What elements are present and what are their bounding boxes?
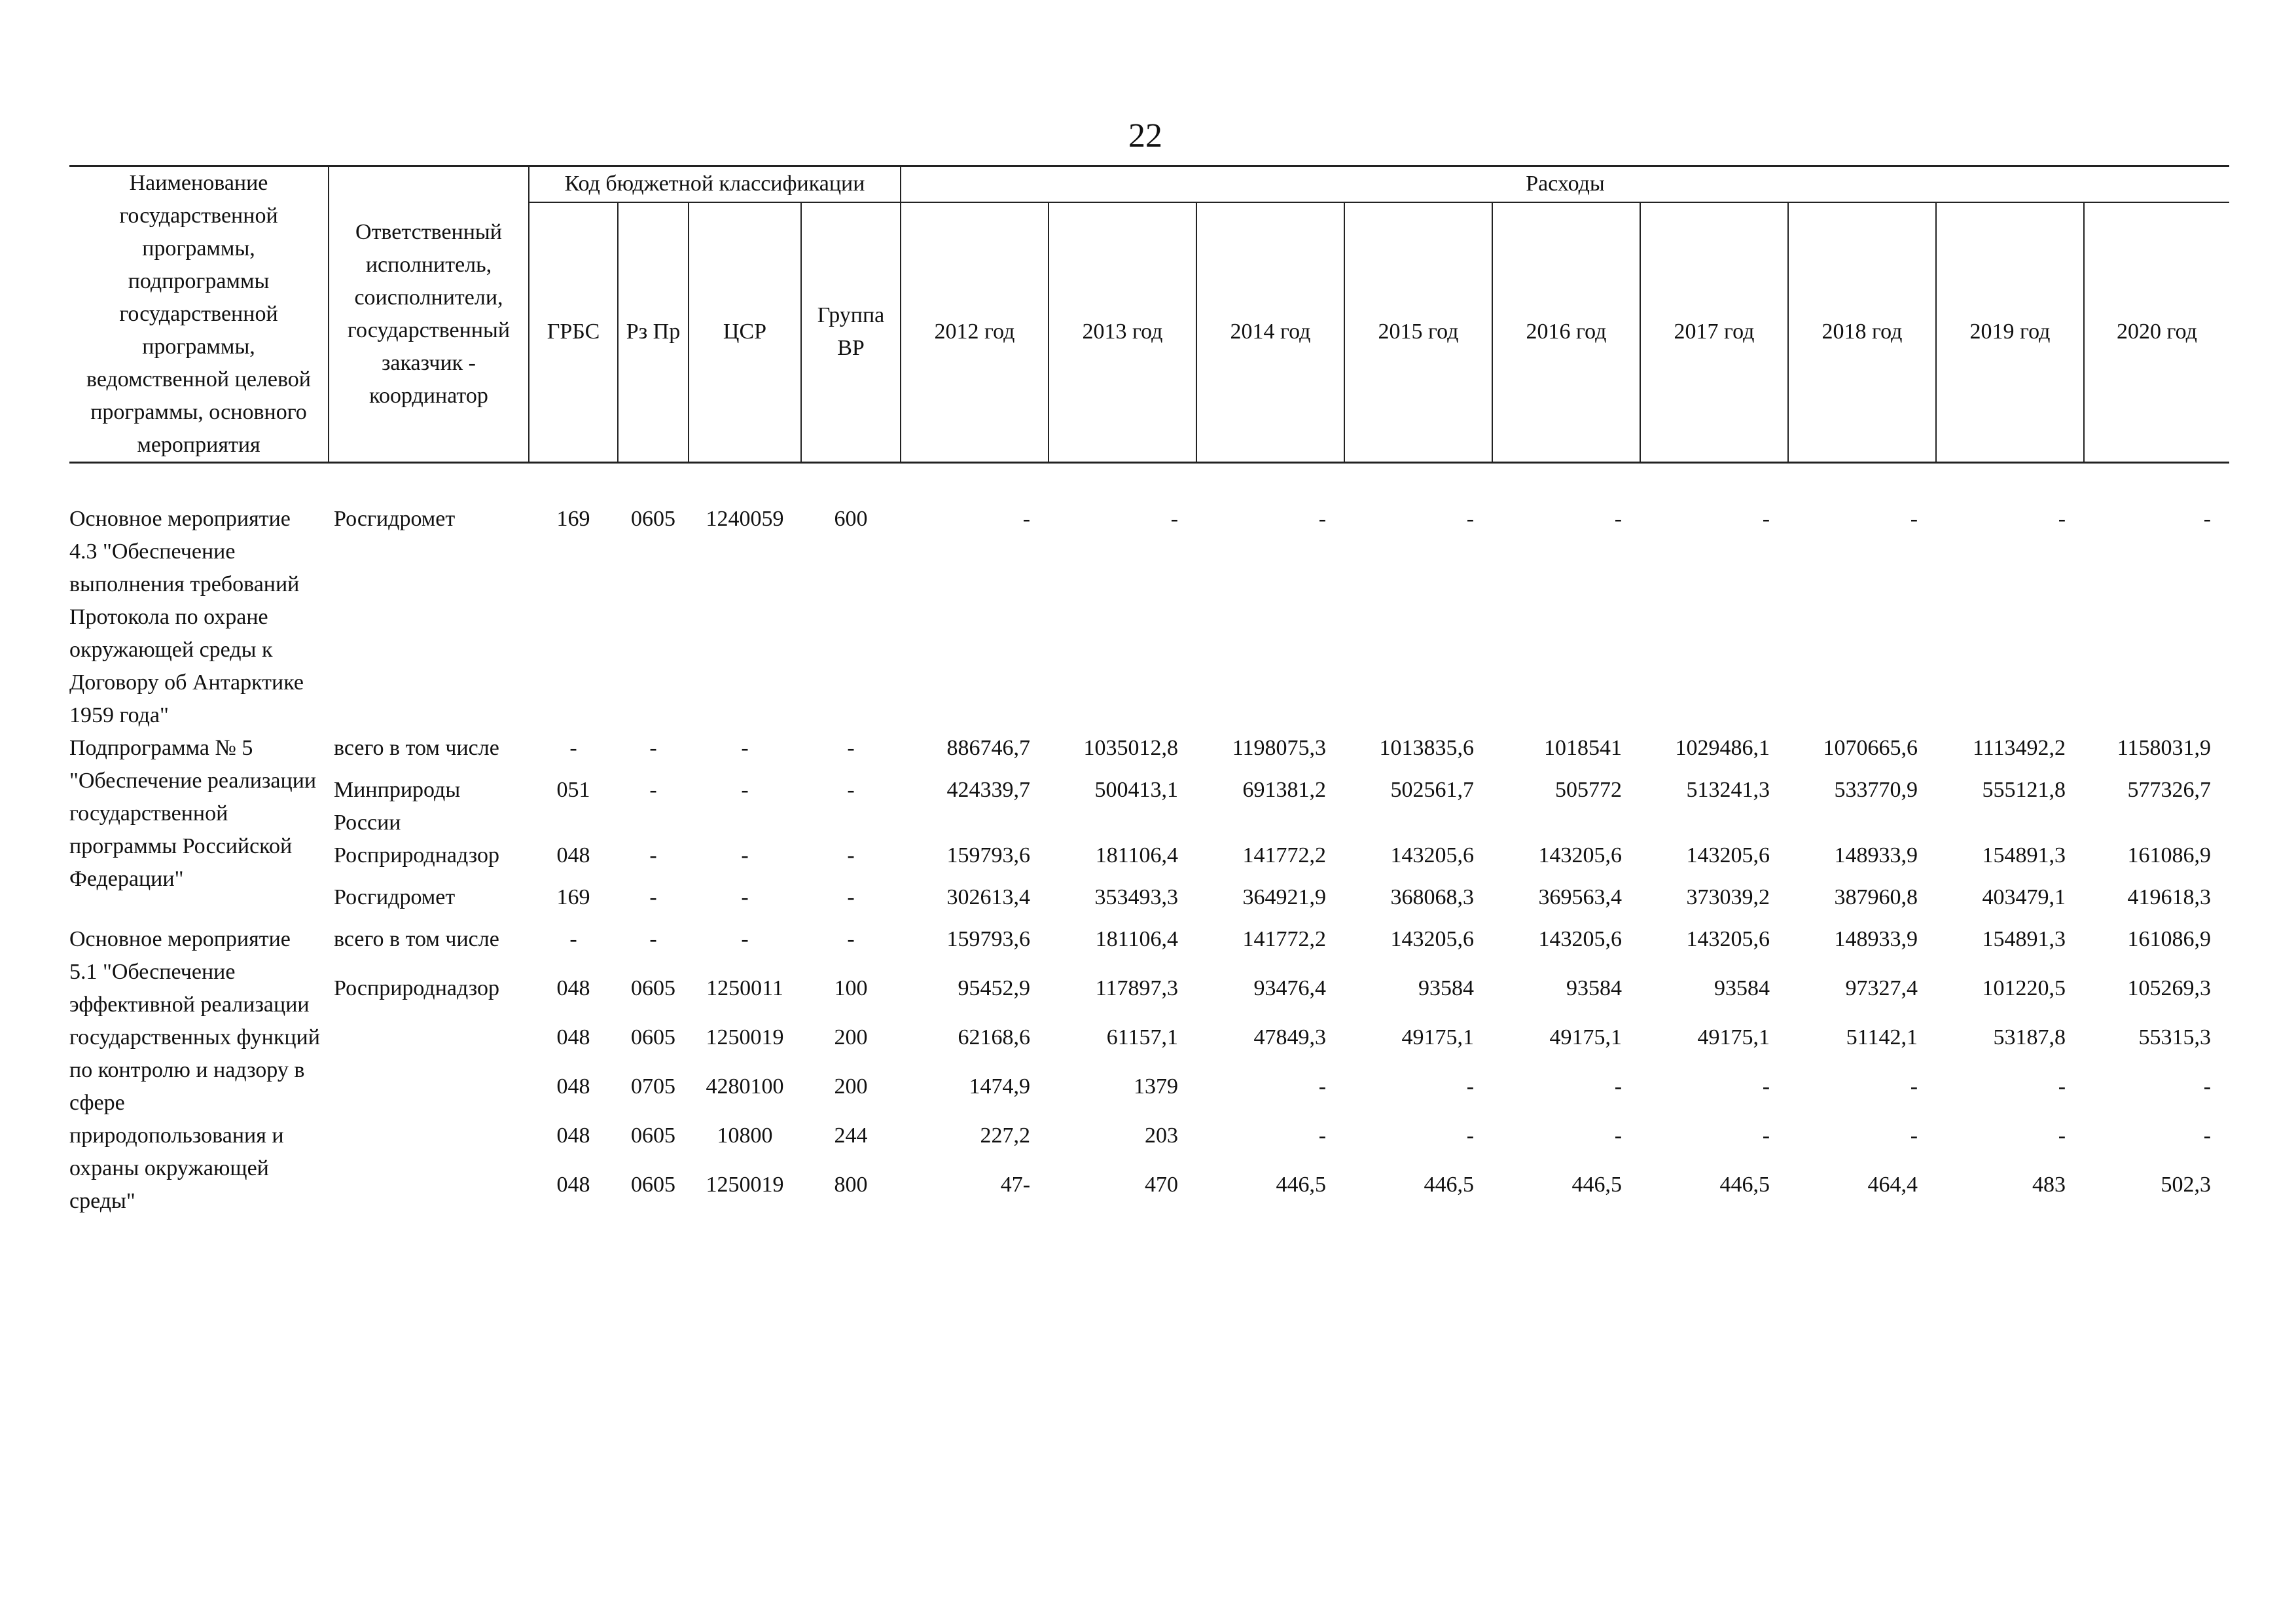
expense-value-cell: 93584: [1566, 976, 1623, 1000]
expense-value-cell: -: [1762, 1123, 1770, 1148]
rzpr-cell: -: [649, 778, 657, 802]
expense-value-cell: 533770,9: [1834, 778, 1918, 802]
expense-value-cell: 1113492,2: [1973, 736, 2066, 760]
expense-value-cell: 203: [1145, 1123, 1179, 1148]
expense-value-cell: -: [1318, 1074, 1327, 1099]
expense-value-cell: 93476,4: [1253, 976, 1327, 1000]
table-row: [69, 1169, 2229, 1218]
responsible-cell: [329, 1169, 529, 1218]
header-year: 2016 год: [1492, 202, 1640, 463]
csr-cell: -: [741, 778, 749, 802]
expense-value-cell: 143205,6: [1390, 927, 1475, 951]
expense-value-cell: 464,4: [1867, 1173, 1918, 1197]
header-year: 2014 год: [1196, 202, 1344, 463]
expense-value-cell: -: [2058, 1123, 2066, 1148]
vr-cell: 800: [834, 1173, 868, 1197]
header-vr: Группа ВР: [801, 202, 901, 463]
expense-value-cell: 419618,3: [2127, 885, 2212, 909]
expense-value-cell: 502,3: [2161, 1173, 2212, 1197]
csr-cell: 1250019: [706, 1025, 784, 1049]
expense-value-cell: -: [1318, 1123, 1327, 1148]
expense-value-cell: 403479,1: [1982, 885, 2066, 909]
expense-value-cell: 51142,1: [1846, 1025, 1918, 1049]
expense-value-cell: 141772,2: [1242, 927, 1327, 951]
expense-value-cell: -: [1762, 507, 1770, 531]
header-year: 2019 год: [1936, 202, 2084, 463]
expense-value-cell: 143205,6: [1686, 927, 1770, 951]
expense-value-cell: 161086,9: [2127, 927, 2212, 951]
expense-value-cell: -: [1910, 1123, 1918, 1148]
expense-value-cell: -: [2203, 1123, 2212, 1148]
expense-value-cell: 387960,8: [1834, 885, 1918, 909]
rzpr-cell: 0605: [631, 976, 675, 1000]
grbs-cell: -: [569, 736, 577, 760]
vr-cell: 600: [834, 507, 868, 531]
responsible-cell: всего в том числе: [334, 736, 499, 760]
header-year: 2013 год: [1049, 202, 1196, 463]
expense-value-cell: 368068,3: [1390, 885, 1475, 909]
table-row: [69, 923, 2229, 972]
rzpr-cell: -: [649, 843, 657, 867]
expense-value-cell: 373039,2: [1686, 885, 1770, 909]
expense-value-cell: 302613,4: [946, 885, 1031, 909]
expense-value-cell: -: [1466, 507, 1475, 531]
csr-cell: 1250019: [706, 1173, 784, 1197]
responsible-cell: Росгидромет: [334, 885, 456, 909]
grbs-cell: 048: [556, 1074, 590, 1099]
csr-cell: -: [741, 885, 749, 909]
expense-value-cell: -: [1170, 507, 1179, 531]
expense-value-cell: 97327,4: [1845, 976, 1918, 1000]
table-row: [69, 503, 2229, 732]
responsible-cell: Росгидромет: [334, 507, 456, 531]
expense-value-cell: 143205,6: [1390, 843, 1475, 867]
header-year: 2012 год: [901, 202, 1049, 463]
expense-value-cell: -: [1614, 507, 1623, 531]
expense-value-cell: 555121,8: [1982, 778, 2066, 802]
responsible-cell: Росприроднадзор: [334, 843, 499, 867]
table-header: [69, 166, 2229, 463]
expense-value-cell: -: [1614, 1074, 1623, 1099]
expense-value-cell: 446,5: [1571, 1173, 1623, 1197]
rzpr-cell: -: [649, 736, 657, 760]
expense-value-cell: 1013835,6: [1379, 736, 1475, 760]
table-row: [69, 839, 2229, 881]
csr-cell: -: [741, 736, 749, 760]
expense-value-cell: 1379: [1134, 1074, 1179, 1099]
expense-value-cell: 101220,5: [1982, 976, 2066, 1000]
vr-cell: -: [847, 843, 855, 867]
responsible-cell: Росприроднадзор: [334, 976, 499, 1000]
expense-value-cell: 47-: [1000, 1173, 1031, 1197]
expense-value-cell: 353493,3: [1094, 885, 1179, 909]
expense-value-cell: -: [1614, 1123, 1623, 1148]
expense-value-cell: 1198075,3: [1232, 736, 1327, 760]
expense-value-cell: 141772,2: [1242, 843, 1327, 867]
header-year: 2015 год: [1344, 202, 1492, 463]
grbs-cell: -: [569, 927, 577, 951]
rzpr-cell: -: [649, 927, 657, 951]
rzpr-cell: 0605: [631, 507, 675, 531]
responsible-cell: [329, 1021, 529, 1070]
page-number: 22: [1128, 117, 1162, 155]
grbs-cell: 048: [556, 976, 590, 1000]
expense-value-cell: 49175,1: [1401, 1025, 1475, 1049]
expense-value-cell: -: [1318, 507, 1327, 531]
expense-value-cell: -: [2058, 1074, 2066, 1099]
expense-value-cell: -: [2058, 507, 2066, 531]
table-row: [69, 1120, 2229, 1169]
expense-value-cell: -: [1022, 507, 1031, 531]
expense-value-cell: 154891,3: [1982, 843, 2066, 867]
expense-value-cell: -: [1466, 1074, 1475, 1099]
expense-value-cell: 93584: [1418, 976, 1475, 1000]
grbs-cell: 048: [556, 843, 590, 867]
expense-value-cell: 369563,4: [1538, 885, 1623, 909]
expense-value-cell: 148933,9: [1834, 843, 1918, 867]
expense-value-cell: 364921,9: [1242, 885, 1327, 909]
expense-value-cell: 1070665,6: [1823, 736, 1918, 760]
expense-value-cell: 446,5: [1276, 1173, 1327, 1197]
expense-value-cell: 181106,4: [1095, 843, 1179, 867]
program-name-cell: Основное мероприятие 4.3 "Обеспечение выполнения требований Протокола по охране окружающей среды к Договору об Антарктике 1959 года": [69, 507, 304, 727]
expense-value-cell: 117897,3: [1095, 976, 1179, 1000]
program-name-cell: Основное мероприятие 5.1 "Обеспечение эффективной реализации государственных функций по контролю и надзору в сфере природопользования и охраны окружающей среды": [69, 927, 320, 1213]
header-responsible: Ответственный исполнитель, соисполнители, государственный заказчик - координатор: [329, 166, 529, 463]
vr-cell: 200: [834, 1074, 868, 1099]
expense-value-cell: 505772: [1555, 778, 1623, 802]
expense-value-cell: 1029486,1: [1675, 736, 1770, 760]
expense-value-cell: 446,5: [1424, 1173, 1475, 1197]
expense-value-cell: -: [1910, 507, 1918, 531]
table-row: [69, 732, 2229, 774]
grbs-cell: 051: [556, 778, 590, 802]
budget-table: [69, 165, 2229, 1218]
vr-cell: 200: [834, 1025, 868, 1049]
expense-value-cell: 105269,3: [2127, 976, 2212, 1000]
responsible-cell: Минприроды России: [334, 778, 461, 835]
vr-cell: -: [847, 885, 855, 909]
expense-value-cell: -: [1762, 1074, 1770, 1099]
expense-value-cell: 500413,1: [1094, 778, 1179, 802]
expense-value-cell: 227,2: [980, 1123, 1031, 1148]
expense-value-cell: 446,5: [1719, 1173, 1770, 1197]
table-row: [69, 972, 2229, 1021]
expense-value-cell: 61157,1: [1106, 1025, 1179, 1049]
spacer-cell: [69, 463, 2229, 503]
table-body: [69, 463, 2229, 1218]
header-grbs: ГРБС: [529, 202, 618, 463]
grbs-cell: 048: [556, 1123, 590, 1148]
expense-value-cell: -: [1910, 1074, 1918, 1099]
csr-cell: 10800: [717, 1123, 773, 1148]
expense-value-cell: -: [2203, 507, 2212, 531]
rzpr-cell: 0605: [631, 1123, 675, 1148]
expense-value-cell: 886746,7: [946, 736, 1031, 760]
expense-value-cell: 143205,6: [1686, 843, 1770, 867]
expense-value-cell: 483: [2032, 1173, 2066, 1197]
header-year: 2017 год: [1640, 202, 1788, 463]
expense-value-cell: 502561,7: [1390, 778, 1475, 802]
responsible-cell: [329, 1070, 529, 1120]
grbs-cell: 169: [556, 885, 590, 909]
expense-value-cell: 1474,9: [969, 1074, 1031, 1099]
expense-value-cell: 93584: [1714, 976, 1770, 1000]
expense-value-cell: -: [1466, 1123, 1475, 1148]
vr-cell: -: [847, 736, 855, 760]
expense-value-cell: 1158031,9: [2117, 736, 2212, 760]
expense-value-cell: 691381,2: [1242, 778, 1327, 802]
rzpr-cell: 0705: [631, 1074, 675, 1099]
grbs-cell: 048: [556, 1173, 590, 1197]
expense-value-cell: 148933,9: [1834, 927, 1918, 951]
expense-value-cell: 53187,8: [1993, 1025, 2066, 1049]
rzpr-cell: -: [649, 885, 657, 909]
expense-value-cell: 143205,6: [1538, 927, 1623, 951]
expense-value-cell: 513241,3: [1686, 778, 1770, 802]
expense-value-cell: -: [2203, 1074, 2212, 1099]
expense-value-cell: 143205,6: [1538, 843, 1623, 867]
rzpr-cell: 0605: [631, 1173, 675, 1197]
header-budget-classification: Код бюджетной классификации: [529, 166, 901, 202]
csr-cell: 1240059: [706, 507, 784, 531]
csr-cell: 1250011: [706, 976, 783, 1000]
expense-value-cell: 424339,7: [946, 778, 1031, 802]
expense-value-cell: 1018541: [1544, 736, 1623, 760]
table-row: [69, 1070, 2229, 1120]
expense-value-cell: 154891,3: [1982, 927, 2066, 951]
expense-value-cell: 470: [1145, 1173, 1179, 1197]
expense-value-cell: 181106,4: [1095, 927, 1179, 951]
grbs-cell: 048: [556, 1025, 590, 1049]
table-row: [69, 1021, 2229, 1070]
header-year: 2018 год: [1788, 202, 1936, 463]
program-name-cell: Подпрограмма № 5 "Обеспечение реализации государственной программы Российской Федерации": [69, 736, 317, 891]
expense-value-cell: 577326,7: [2127, 778, 2212, 802]
vr-cell: 100: [834, 976, 868, 1000]
expense-value-cell: 159793,6: [946, 927, 1031, 951]
header-expenses: Расходы: [901, 166, 2229, 202]
expense-value-cell: 1035012,8: [1083, 736, 1179, 760]
rzpr-cell: 0605: [631, 1025, 675, 1049]
expense-value-cell: 49175,1: [1549, 1025, 1623, 1049]
expense-value-cell: 161086,9: [2127, 843, 2212, 867]
csr-cell: -: [741, 927, 749, 951]
spacer-row: [69, 463, 2229, 503]
expense-value-cell: 55315,3: [2138, 1025, 2212, 1049]
header-csr: ЦСР: [689, 202, 801, 463]
header-rzpr: Рз Пр: [618, 202, 689, 463]
vr-cell: -: [847, 927, 855, 951]
vr-cell: -: [847, 778, 855, 802]
grbs-cell: 169: [556, 507, 590, 531]
header-program-name: Наименование государственной программы, подпрограммы государственной программы, ведомственной целевой программы, основного мероприятия: [69, 166, 329, 463]
table-row: [69, 881, 2229, 923]
expense-value-cell: 62168,6: [958, 1025, 1031, 1049]
expense-value-cell: 49175,1: [1697, 1025, 1770, 1049]
expense-value-cell: 95452,9: [958, 976, 1031, 1000]
expense-value-cell: 159793,6: [946, 843, 1031, 867]
responsible-cell: [329, 1120, 529, 1169]
header-year: 2020 год: [2084, 202, 2229, 463]
expense-value-cell: 47849,3: [1253, 1025, 1327, 1049]
csr-cell: 4280100: [706, 1074, 784, 1099]
csr-cell: -: [741, 843, 749, 867]
responsible-cell: всего в том числе: [334, 927, 499, 951]
table-row: [69, 774, 2229, 839]
vr-cell: 244: [834, 1123, 868, 1148]
